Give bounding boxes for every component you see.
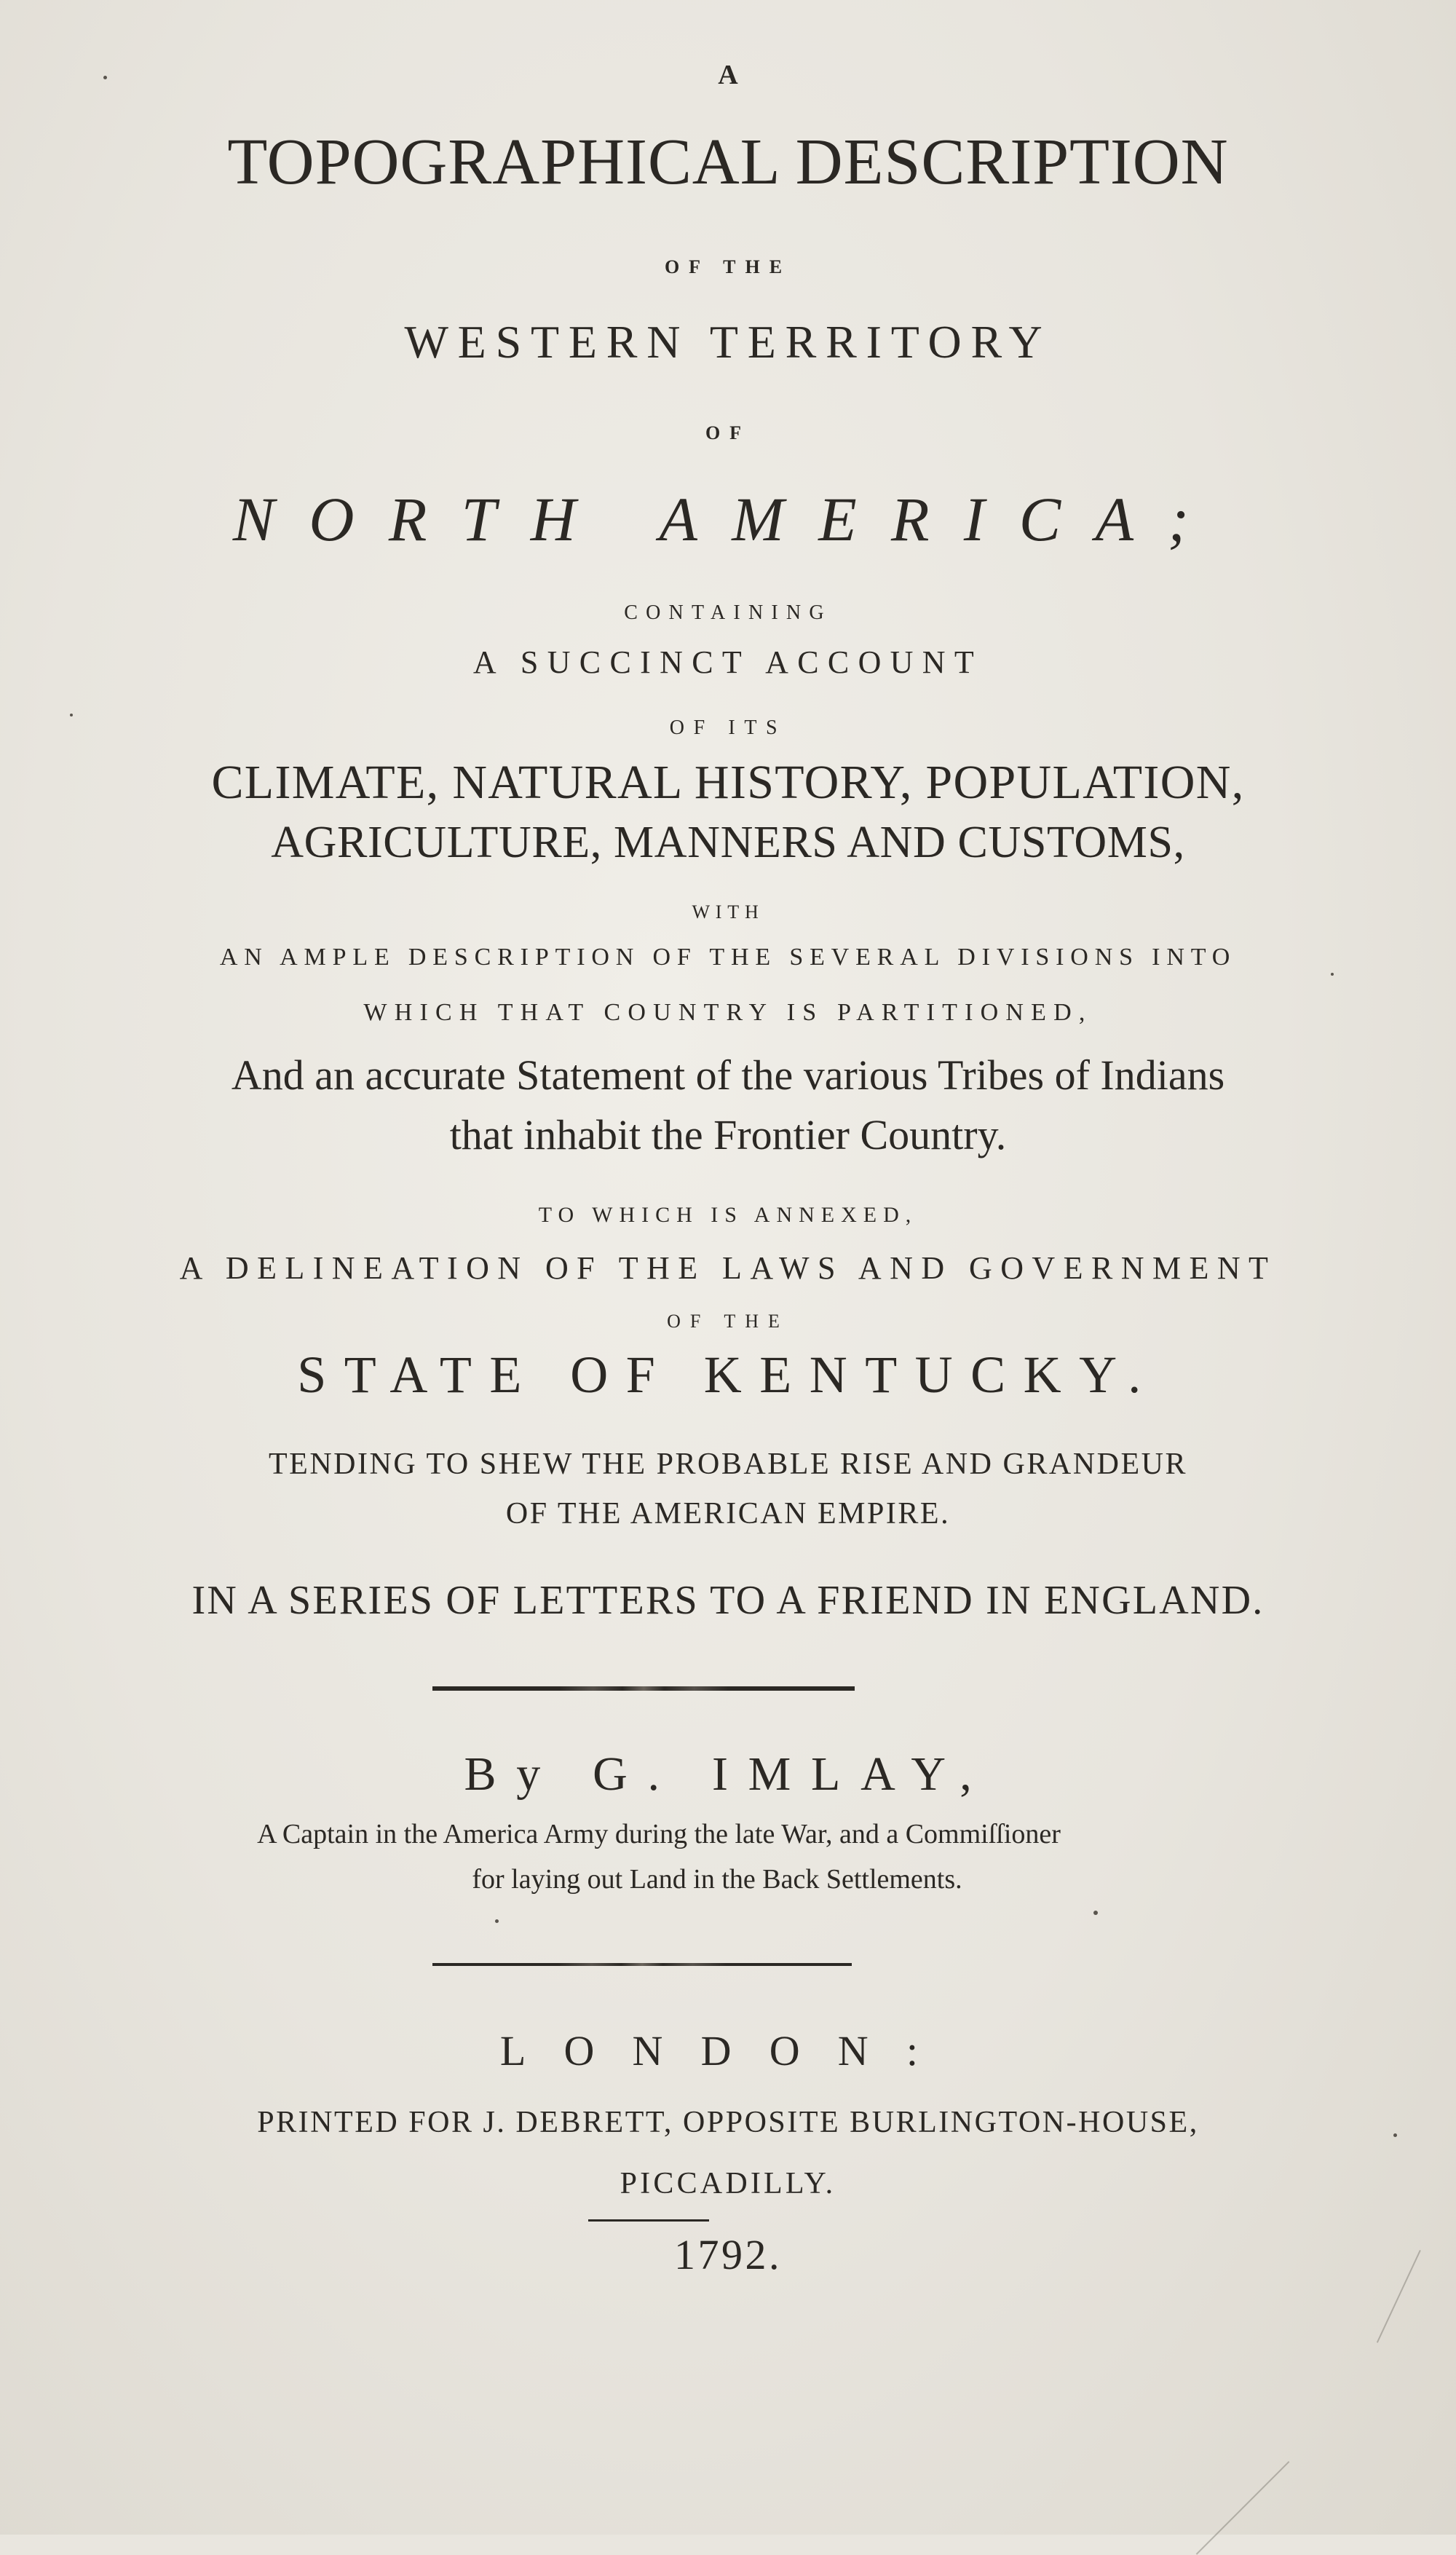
paper-crease bbox=[1196, 2461, 1290, 2555]
upper-ornamental-rule bbox=[432, 1686, 855, 1691]
year-underline bbox=[588, 2219, 709, 2222]
year-line: 1792. bbox=[674, 2231, 782, 2278]
author-description-2: for laying out Land in the Back Settlements. bbox=[472, 1864, 962, 1895]
divisions-line-2: WHICH THAT COUNTRY IS PARTITIONED, bbox=[363, 999, 1093, 1026]
paper-speck bbox=[70, 714, 73, 716]
of-its-line: OF ITS bbox=[669, 716, 787, 739]
series-line: IN A SERIES OF LETTERS TO A FRIEND IN ENGLAND. bbox=[191, 1578, 1265, 1623]
delineation-line: A DELINEATION OF THE LAWS AND GOVERNMENT bbox=[179, 1250, 1277, 1286]
paper-speck bbox=[1331, 973, 1334, 976]
of-the-line-1: OF THE bbox=[664, 256, 792, 277]
of-the-line-2: OF THE bbox=[667, 1311, 789, 1332]
subject-line: WESTERN TERRITORY bbox=[404, 316, 1052, 368]
region-line: NORTH AMERICA; bbox=[232, 484, 1224, 554]
topics-line-1: CLIMATE, NATURAL HISTORY, POPULATION, bbox=[211, 756, 1245, 809]
paper-speck bbox=[495, 1919, 499, 1923]
title-article: A bbox=[718, 60, 738, 90]
topics-line-2: AGRICULTURE, MANNERS AND CUSTOMS, bbox=[271, 818, 1185, 867]
paper-speck bbox=[1393, 2133, 1397, 2137]
author-line: By G. IMLAY, bbox=[464, 1748, 992, 1801]
tending-line-1: TENDING TO SHEW THE PROBABLE RISE AND GRANDEUR bbox=[268, 1448, 1188, 1481]
street-line: PICCADILLY. bbox=[620, 2167, 836, 2200]
of-line: OF bbox=[705, 422, 751, 443]
tribes-line-1: And an accurate Statement of the various Tribes of Indians bbox=[231, 1051, 1225, 1099]
paper-speck bbox=[103, 76, 107, 79]
account-line: A SUCCINCT ACCOUNT bbox=[472, 644, 984, 680]
main-title: TOPOGRAPHICAL DESCRIPTION bbox=[227, 126, 1229, 198]
annexed-line: TO WHICH IS ANNEXED, bbox=[538, 1203, 918, 1227]
state-line: STATE OF KENTUCKY. bbox=[297, 1346, 1159, 1404]
paper-speck bbox=[1093, 1911, 1098, 1915]
lower-ornamental-rule bbox=[432, 1963, 852, 1966]
tribes-line-2: that inhabit the Frontier Country. bbox=[449, 1111, 1007, 1158]
printer-line: PRINTED FOR J. DEBRETT, OPPOSITE BURLINGTON-HOUSE, bbox=[257, 2106, 1199, 2139]
author-description-1: A Captain in the America Army during the late War, and a Commiſſioner bbox=[257, 1819, 1061, 1849]
tending-line-2: OF THE AMERICAN EMPIRE. bbox=[505, 1497, 951, 1531]
city-line: LONDON: bbox=[499, 2027, 957, 2074]
divisions-line-1: AN AMPLE DESCRIPTION OF THE SEVERAL DIVISIONS INTO bbox=[219, 944, 1237, 971]
containing-line: CONTAINING bbox=[624, 601, 832, 624]
with-line: WITH bbox=[692, 901, 764, 923]
